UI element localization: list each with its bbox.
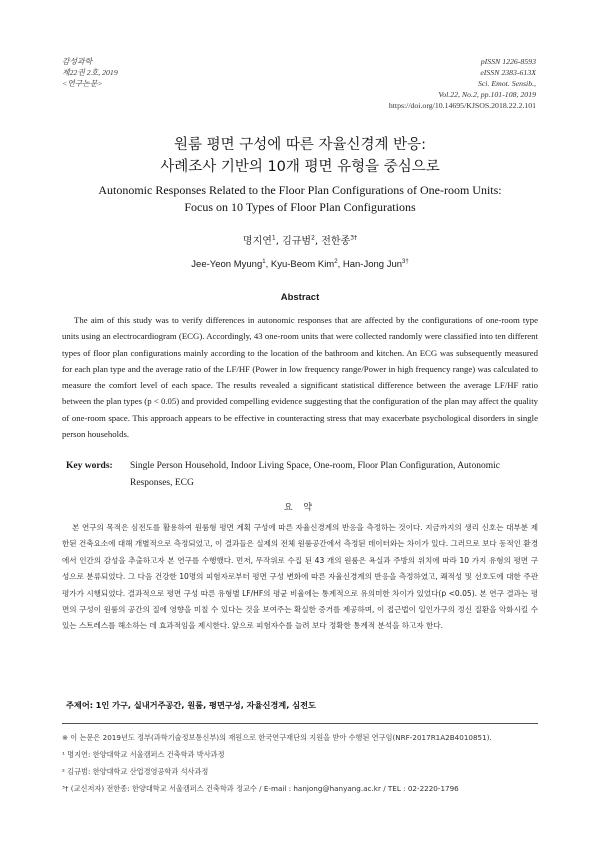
author-affiliation-mark: 2 xyxy=(311,234,315,242)
keywords-label: Key words: xyxy=(66,461,113,471)
title-korean-line-2: 사례조사 기반의 10개 평면 유형을 중심으로 xyxy=(160,159,440,175)
keywords-block xyxy=(66,458,540,492)
authors-english: Jee-Yeon Myung$^1$, Kyu-Beom Kim$^2$, Han-Jong Jun$^{3\dagger}$ xyxy=(191,258,409,270)
keywords-text: Single Person Household, Indoor Living Space, One-room, Floor Plan Configuration, Autonomic Responses, ECG xyxy=(130,461,500,488)
title-english xyxy=(60,182,540,216)
author-affiliation-mark: 1 xyxy=(262,258,266,265)
footnote-author-2: ² 김규범: 한양대학교 산업경영공학과 석사과정 xyxy=(62,767,209,776)
title-korean xyxy=(60,134,540,178)
author-affiliation-mark: 2 xyxy=(334,258,338,265)
footnote-funding: ※ 이 논문은 2019년도 정부(과학기술정보통신부)의 재원으로 한국연구재단의 지원을 받아 수행된 연구임(NRF-2017R1A2B4010851). xyxy=(62,733,492,742)
author-name: Kyu-Beom Kim xyxy=(270,259,335,270)
author-name: 전한종 xyxy=(321,236,351,247)
title-english-line-2: Focus on 10 Types of Floor Plan Configurations xyxy=(184,200,416,214)
footnote-corresponding-author: ³† (교신저자) 전한종: 한양대학교 서울캠퍼스 건축학과 정교수 / E-mail : hanjong@hanyang.ac.kr / TEL : 02-2220-1796 xyxy=(62,784,459,793)
author-name: Jee-Yeon Myung xyxy=(191,259,263,270)
author-affiliation-mark: 1 xyxy=(271,234,276,242)
footnote-divider xyxy=(62,723,538,724)
footnotes xyxy=(62,729,538,797)
journal-name: 감성과학 xyxy=(62,57,93,66)
authors-korean: 명지연$^1$, 김규범$^2$, 전한종$^{3\dagger}$ xyxy=(242,234,358,247)
footnote-author-1: ¹ 명지연: 한양대학교 서울캠퍼스 건축학과 박사과정 xyxy=(62,750,225,759)
korean-summary-heading: 요 약 xyxy=(283,503,317,513)
doi-link[interactable]: https://doi.org/10.14695/KJSOS.2018.22.2.101 xyxy=(388,101,536,110)
author-name: Han-Jong Jun xyxy=(342,259,403,270)
pissn: pISSN 1226-8593 xyxy=(480,57,536,66)
journal-header-right xyxy=(236,56,536,111)
author-affiliation-mark: 3† xyxy=(402,258,409,265)
volume-pages: Vol.22, No.2, pp.101-108, 2019 xyxy=(438,90,536,99)
korean-summary-text: 본 연구의 목적은 심전도를 활용하여 원룸형 평면 계획 구성에 따른 자율신경계의 반응을 측정하는 것이다. 지금까지의 생리 신호는 대부분 제한된 건축요소에 대해 개별적으로 측정되었고, 이 결과들은 실제의 전체 원룸공간에서 측정된 데이터와는 차이가 있다. 그러므로 보다 동적인 환경에서 인간의 감성을 추출하고자 본 연구를 수행했다. 먼저, 무작위로 수집 된 43 개의 원룸은 욕실과 주방의 위치에 따라 10 가지 유형의 평면 구성으로 분류되었다. 그 다음 건강한 10명의 피험자로부터 평면 구성 변화에 따른 자율신경계의 반응을 측정하였고, 쾌적성 및 선호도에 대한 주관 평가가 시행되었다. 결과적으로 평면 구성 따른 유형별 LF/HF의 평균 비율에는 통계적으로 유의미한 차이가 있었다(p <0.05). 본 연구 결과는 평면의 구성이 원룸의 공간의 질에 영향을 미칠 수 있다는 것을 보여주는 확실한 증거를 제공하며, 이 접근법이 일인가구의 정신 질환을 악화시킬 수 있는 스트레스를 해소하는 데 효과적임을 제시한다. 앞으로 피험자수를 늘려 보다 정확한 통계적 분석을 하고자 한다. xyxy=(62,523,538,631)
author-name: 김규범 xyxy=(282,236,312,247)
title-korean-line-1: 원룸 평면 구성에 따른 자율신경계 반응: xyxy=(173,137,427,153)
author-name: 명지연 xyxy=(242,236,272,247)
korean-keywords-block xyxy=(66,700,540,711)
title-english-line-1: Autonomic Responses Related to the Floor Plan Configurations of One-room Units: xyxy=(98,183,502,197)
abstract-text: The aim of this study was to verify differences in autonomic responses that are affected by the configurations of one-room type units using an electrocardiogram (ECG). Accordingly, 43 one-room units that were collected randomly were classified into ten different types of floor plan configurations mainly according to the location of the bathroom and kitchen. An ECG was subsequently measured for each plan type and the average ratio of the LF/HF (Power in low frequency range/Power in high frequency range) was calculated to measure the comfort level of each space. The results revealed a significant statistical difference between the average LF/HF ratio between the plan types (p < 0.05) and provided compelling evidence suggesting that the configuration of the plan may affect the quality of one-room space. This approach appears to be effective in counteracting stress that may exacerbate psychological disorders in single person households. xyxy=(62,315,538,439)
author-affiliation-mark: 3† xyxy=(350,234,358,242)
eissn: eISSN 2383-613X xyxy=(480,68,536,77)
abstract-heading: Abstract xyxy=(280,292,320,303)
article-type: <연구논문> xyxy=(62,79,103,88)
journal-abbrev: Sci. Emot. Sensib., xyxy=(477,79,536,88)
korean-keywords-label: 주제어: xyxy=(66,700,94,710)
journal-volume: 제22권 2호, 2019 xyxy=(62,68,118,77)
korean-keywords-text: 1인 가구, 실내거주공간, 원룸, 평면구성, 자율신경계, 심전도 xyxy=(95,700,316,710)
